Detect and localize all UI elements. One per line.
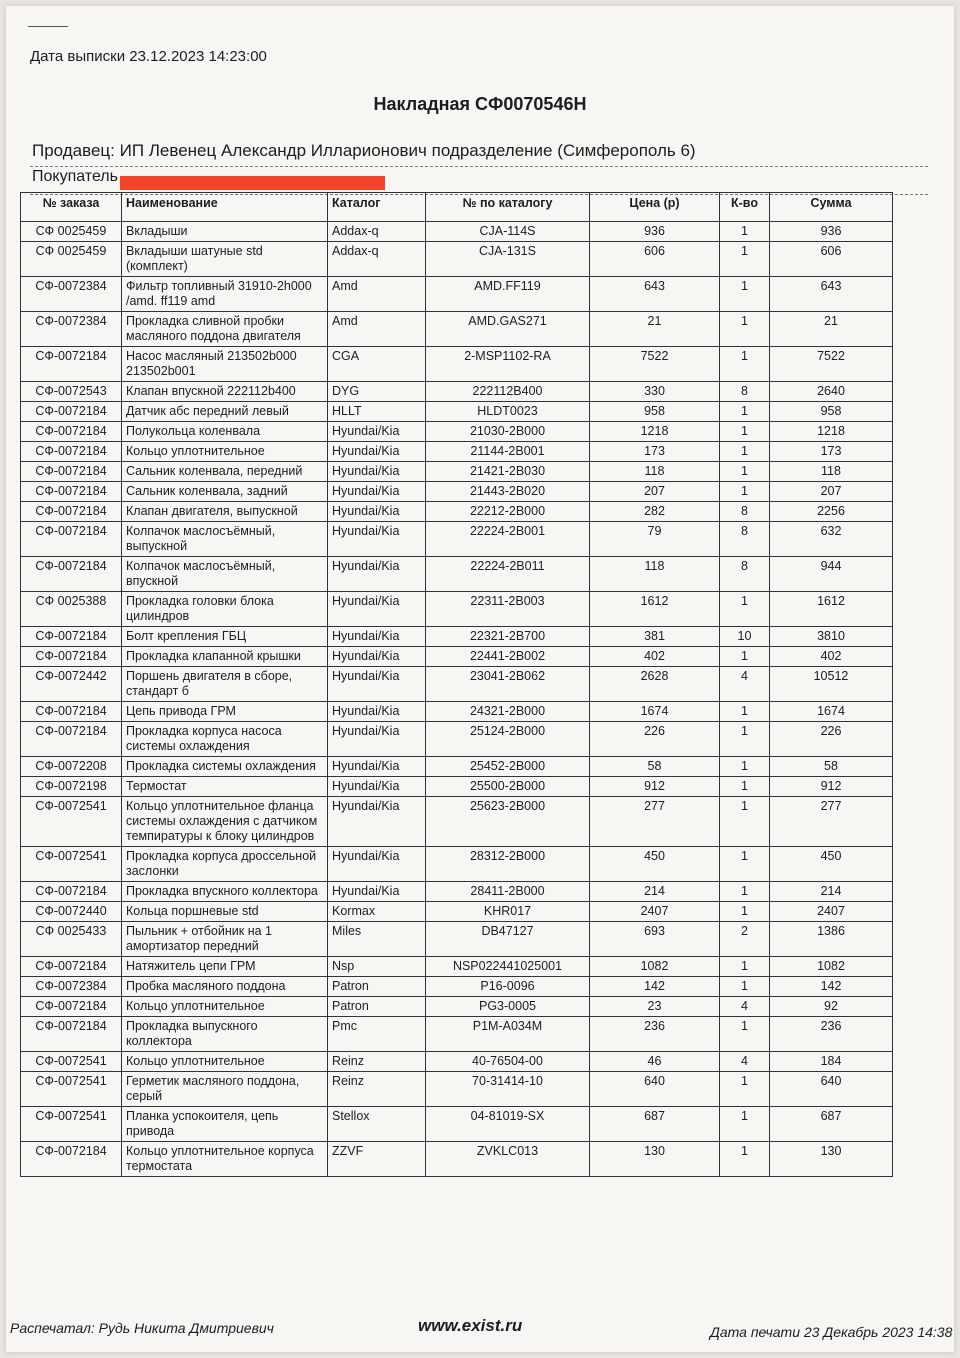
quantity-cell: 1	[720, 957, 770, 977]
sum-cell: 912	[770, 777, 893, 797]
sum-cell: 450	[770, 847, 893, 882]
sum-cell: 1612	[770, 592, 893, 627]
sum-cell: 58	[770, 757, 893, 777]
catalog-cell: CGA	[328, 347, 426, 382]
price-cell: 912	[590, 777, 720, 797]
name-cell: Колпачок маслосъёмный, выпускной	[122, 522, 328, 557]
part-number-cell: 21030-2B000	[426, 422, 590, 442]
price-cell: 236	[590, 1017, 720, 1052]
quantity-cell: 1	[720, 402, 770, 422]
table-row	[21, 422, 893, 442]
table-row	[21, 922, 893, 957]
col-number-header: № по каталогу	[426, 193, 590, 222]
part-number-cell: 222112B400	[426, 382, 590, 402]
catalog-cell: Reinz	[328, 1072, 426, 1107]
name-cell: Пыльник + отбойник на 1 амортизатор передний	[122, 922, 328, 957]
part-number-cell: 22224-2B011	[426, 557, 590, 592]
price-cell: 46	[590, 1052, 720, 1072]
sum-cell: 142	[770, 977, 893, 997]
catalog-cell: Hyundai/Kia	[328, 702, 426, 722]
price-cell: 282	[590, 502, 720, 522]
quantity-cell: 4	[720, 997, 770, 1017]
quantity-cell: 4	[720, 1052, 770, 1072]
name-cell: Кольцо уплотнительное фланца системы охлаждения с датчиком темпиратуры к блоку цилиндров	[122, 797, 328, 847]
part-number-cell: 2-MSP1102-RA	[426, 347, 590, 382]
table-row	[21, 482, 893, 502]
table-row	[21, 402, 893, 422]
issue-date: Дата выписки 23.12.2023 14:23:00	[30, 48, 267, 65]
quantity-cell: 1	[720, 277, 770, 312]
redaction-bar	[120, 176, 385, 190]
part-number-cell: 22321-2B700	[426, 627, 590, 647]
table-row	[21, 557, 893, 592]
sum-cell: 687	[770, 1107, 893, 1142]
part-number-cell: NSP022441025001	[426, 957, 590, 977]
sum-cell: 1674	[770, 702, 893, 722]
part-number-cell: KHR017	[426, 902, 590, 922]
part-number-cell: HLDT0023	[426, 402, 590, 422]
order-cell: СФ-0072184	[21, 482, 122, 502]
website-link[interactable]: www.exist.ru	[418, 1316, 523, 1335]
price-cell: 58	[590, 757, 720, 777]
order-cell: СФ-0072184	[21, 702, 122, 722]
table-row	[21, 997, 893, 1017]
price-cell: 606	[590, 242, 720, 277]
order-cell: СФ-0072184	[21, 522, 122, 557]
quantity-cell: 1	[720, 482, 770, 502]
table-row	[21, 347, 893, 382]
part-number-cell: 25452-2B000	[426, 757, 590, 777]
catalog-cell: Hyundai/Kia	[328, 442, 426, 462]
sum-cell: 632	[770, 522, 893, 557]
order-cell: СФ-0072543	[21, 382, 122, 402]
price-cell: 643	[590, 277, 720, 312]
price-cell: 1082	[590, 957, 720, 977]
price-cell: 2628	[590, 667, 720, 702]
price-cell: 118	[590, 557, 720, 592]
quantity-cell: 1	[720, 777, 770, 797]
price-cell: 381	[590, 627, 720, 647]
sum-cell: 606	[770, 242, 893, 277]
catalog-cell: Addax-q	[328, 222, 426, 242]
price-cell: 402	[590, 647, 720, 667]
name-cell: Сальник коленвала, передний	[122, 462, 328, 482]
sum-cell: 130	[770, 1142, 893, 1177]
name-cell: Прокладка корпуса насоса системы охлаждения	[122, 722, 328, 757]
part-number-cell: ZVKLC013	[426, 1142, 590, 1177]
price-cell: 1218	[590, 422, 720, 442]
part-number-cell: 70-31414-10	[426, 1072, 590, 1107]
name-cell: Натяжитель цепи ГРМ	[122, 957, 328, 977]
table-row	[21, 627, 893, 647]
catalog-cell: Hyundai/Kia	[328, 847, 426, 882]
quantity-cell: 1	[720, 757, 770, 777]
catalog-cell: Hyundai/Kia	[328, 462, 426, 482]
price-cell: 7522	[590, 347, 720, 382]
price-cell: 214	[590, 882, 720, 902]
quantity-cell: 1	[720, 592, 770, 627]
price-cell: 207	[590, 482, 720, 502]
part-number-cell: P16-0096	[426, 977, 590, 997]
order-cell: СФ-0072184	[21, 462, 122, 482]
quantity-cell: 1	[720, 462, 770, 482]
sum-cell: 936	[770, 222, 893, 242]
col-qty-header: К-во	[720, 193, 770, 222]
order-cell: СФ-0072541	[21, 797, 122, 847]
catalog-cell: Nsp	[328, 957, 426, 977]
sum-cell: 214	[770, 882, 893, 902]
catalog-cell: Reinz	[328, 1052, 426, 1072]
quantity-cell: 1	[720, 722, 770, 757]
sum-cell: 226	[770, 722, 893, 757]
sum-cell: 10512	[770, 667, 893, 702]
sum-cell: 207	[770, 482, 893, 502]
price-cell: 21	[590, 312, 720, 347]
name-cell: Датчик абс передний левый	[122, 402, 328, 422]
sum-cell: 277	[770, 797, 893, 847]
catalog-cell: ZZVF	[328, 1142, 426, 1177]
order-cell: СФ 0025459	[21, 222, 122, 242]
table-row	[21, 957, 893, 977]
catalog-cell: Addax-q	[328, 242, 426, 277]
catalog-cell: Hyundai/Kia	[328, 592, 426, 627]
part-number-cell: AMD.FF119	[426, 277, 590, 312]
price-cell: 1612	[590, 592, 720, 627]
quantity-cell: 1	[720, 347, 770, 382]
name-cell: Кольцо уплотнительное	[122, 997, 328, 1017]
catalog-cell: Stellox	[328, 1107, 426, 1142]
name-cell: Кольцо уплотнительное	[122, 1052, 328, 1072]
name-cell: Вкладыши	[122, 222, 328, 242]
name-cell: Кольца поршневые std	[122, 902, 328, 922]
sum-cell: 643	[770, 277, 893, 312]
name-cell: Прокладка клапанной крышки	[122, 647, 328, 667]
price-cell: 118	[590, 462, 720, 482]
price-cell: 226	[590, 722, 720, 757]
part-number-cell: 23041-2B062	[426, 667, 590, 702]
order-cell: СФ-0072184	[21, 957, 122, 977]
order-cell: СФ-0072184	[21, 442, 122, 462]
quantity-cell: 1	[720, 1072, 770, 1107]
order-cell: СФ-0072184	[21, 402, 122, 422]
part-number-cell: 28411-2B000	[426, 882, 590, 902]
quantity-cell: 1	[720, 647, 770, 667]
order-cell: СФ-0072208	[21, 757, 122, 777]
part-number-cell: 40-76504-00	[426, 1052, 590, 1072]
sum-cell: 236	[770, 1017, 893, 1052]
quantity-cell: 2	[720, 922, 770, 957]
quantity-cell: 1	[720, 222, 770, 242]
catalog-cell: Hyundai/Kia	[328, 777, 426, 797]
part-number-cell: 22441-2B002	[426, 647, 590, 667]
sum-cell: 640	[770, 1072, 893, 1107]
name-cell: Прокладка выпускного коллектора	[122, 1017, 328, 1052]
table-row	[21, 442, 893, 462]
quantity-cell: 4	[720, 667, 770, 702]
sum-cell: 184	[770, 1052, 893, 1072]
order-cell: СФ-0072184	[21, 647, 122, 667]
sum-cell: 402	[770, 647, 893, 667]
catalog-cell: Hyundai/Kia	[328, 667, 426, 702]
quantity-cell: 8	[720, 382, 770, 402]
name-cell: Пробка масляного поддона	[122, 977, 328, 997]
quantity-cell: 1	[720, 882, 770, 902]
name-cell: Планка успокоителя, цепь привода	[122, 1107, 328, 1142]
seller-line: Продавец: ИП Левенец Александр Илларионович подразделение (Симферополь 6)	[32, 141, 696, 160]
price-cell: 640	[590, 1072, 720, 1107]
quantity-cell: 8	[720, 502, 770, 522]
quantity-cell: 1	[720, 977, 770, 997]
part-number-cell: AMD.GAS271	[426, 312, 590, 347]
order-cell: СФ 0025433	[21, 922, 122, 957]
part-number-cell: 28312-2B000	[426, 847, 590, 882]
sum-cell: 7522	[770, 347, 893, 382]
name-cell: Клапан двигателя, выпускной	[122, 502, 328, 522]
order-cell: СФ-0072541	[21, 1052, 122, 1072]
quantity-cell: 1	[720, 1142, 770, 1177]
order-cell: СФ-0072184	[21, 422, 122, 442]
quantity-cell: 1	[720, 422, 770, 442]
table-row	[21, 797, 893, 847]
quantity-cell: 1	[720, 312, 770, 347]
table-row	[21, 647, 893, 667]
quantity-cell: 1	[720, 242, 770, 277]
part-number-cell: 24321-2B000	[426, 702, 590, 722]
order-cell: СФ-0072384	[21, 977, 122, 997]
print-date: Дата печати 23 Декабрь 2023 14:38	[710, 1324, 953, 1340]
catalog-cell: Hyundai/Kia	[328, 757, 426, 777]
price-cell: 130	[590, 1142, 720, 1177]
sum-cell: 2256	[770, 502, 893, 522]
name-cell: Сальник коленвала, задний	[122, 482, 328, 502]
table-row	[21, 977, 893, 997]
price-cell: 2407	[590, 902, 720, 922]
table-row	[21, 1017, 893, 1052]
table-row	[21, 502, 893, 522]
sum-cell: 118	[770, 462, 893, 482]
catalog-cell: Kormax	[328, 902, 426, 922]
name-cell: Термостат	[122, 777, 328, 797]
table-row	[21, 702, 893, 722]
invoice-table	[20, 192, 893, 1177]
catalog-cell: DYG	[328, 382, 426, 402]
order-cell: СФ-0072184	[21, 997, 122, 1017]
catalog-cell: Hyundai/Kia	[328, 482, 426, 502]
table-row	[21, 382, 893, 402]
sum-cell: 1082	[770, 957, 893, 977]
col-price-header: Цена (р)	[590, 193, 720, 222]
table-row	[21, 847, 893, 882]
quantity-cell: 8	[720, 522, 770, 557]
quantity-cell: 1	[720, 847, 770, 882]
table-row	[21, 777, 893, 797]
table-row	[21, 902, 893, 922]
name-cell: Прокладка сливной пробки масляного поддона двигателя	[122, 312, 328, 347]
sum-cell: 173	[770, 442, 893, 462]
table-row	[21, 1052, 893, 1072]
price-cell: 1674	[590, 702, 720, 722]
catalog-cell: Patron	[328, 977, 426, 997]
part-number-cell: 21443-2B020	[426, 482, 590, 502]
catalog-cell: Amd	[328, 277, 426, 312]
order-cell: СФ-0072184	[21, 557, 122, 592]
price-cell: 936	[590, 222, 720, 242]
part-number-cell: CJA-131S	[426, 242, 590, 277]
table-row	[21, 522, 893, 557]
name-cell: Колпачок маслосъёмный, впускной	[122, 557, 328, 592]
name-cell: Прокладка впускного коллектора	[122, 882, 328, 902]
invoice-title: Накладная СФ0070546Н	[373, 94, 587, 114]
price-cell: 142	[590, 977, 720, 997]
price-cell: 330	[590, 382, 720, 402]
table-row	[21, 667, 893, 702]
name-cell: Кольцо уплотнительное	[122, 442, 328, 462]
catalog-cell: Hyundai/Kia	[328, 797, 426, 847]
table-row	[21, 277, 893, 312]
part-number-cell: 25500-2B000	[426, 777, 590, 797]
sum-cell: 1386	[770, 922, 893, 957]
order-cell: СФ 0025388	[21, 592, 122, 627]
catalog-cell: Hyundai/Kia	[328, 502, 426, 522]
table-header-row	[21, 193, 893, 222]
sum-cell: 958	[770, 402, 893, 422]
catalog-cell: Patron	[328, 997, 426, 1017]
printed-by: Распечатал: Рудь Никита Дмитриевич	[10, 1320, 274, 1336]
name-cell: Цепь привода ГРМ	[122, 702, 328, 722]
price-cell: 958	[590, 402, 720, 422]
quantity-cell: 1	[720, 797, 770, 847]
quantity-cell: 1	[720, 902, 770, 922]
order-cell: СФ-0072184	[21, 722, 122, 757]
col-catalog-header: Каталог	[328, 193, 426, 222]
price-cell: 450	[590, 847, 720, 882]
table-row	[21, 757, 893, 777]
quantity-cell: 10	[720, 627, 770, 647]
part-number-cell: 25124-2B000	[426, 722, 590, 757]
quantity-cell: 8	[720, 557, 770, 592]
name-cell: Болт крепления ГБЦ	[122, 627, 328, 647]
name-cell: Герметик масляного поддона, серый	[122, 1072, 328, 1107]
order-cell: СФ-0072440	[21, 902, 122, 922]
margin-mark	[28, 26, 68, 27]
name-cell: Прокладка корпуса дроссельной заслонки	[122, 847, 328, 882]
divider	[30, 166, 928, 167]
price-cell: 23	[590, 997, 720, 1017]
catalog-cell: HLLT	[328, 402, 426, 422]
table-row	[21, 1072, 893, 1107]
price-cell: 687	[590, 1107, 720, 1142]
order-cell: СФ-0072184	[21, 1017, 122, 1052]
name-cell: Прокладка головки блока цилиндров	[122, 592, 328, 627]
catalog-cell: Hyundai/Kia	[328, 882, 426, 902]
sum-cell: 3810	[770, 627, 893, 647]
sum-cell: 1218	[770, 422, 893, 442]
name-cell: Клапан впускной 222112b400	[122, 382, 328, 402]
quantity-cell: 1	[720, 702, 770, 722]
quantity-cell: 1	[720, 1107, 770, 1142]
order-cell: СФ-0072198	[21, 777, 122, 797]
part-number-cell: 22212-2B000	[426, 502, 590, 522]
name-cell: Фильтр топливный 31910-2h000 /amd. ff119 amd	[122, 277, 328, 312]
catalog-cell: Hyundai/Kia	[328, 627, 426, 647]
order-cell: СФ-0072541	[21, 847, 122, 882]
part-number-cell: 22224-2B001	[426, 522, 590, 557]
sum-cell: 21	[770, 312, 893, 347]
part-number-cell: P1M-A034M	[426, 1017, 590, 1052]
table-row	[21, 1107, 893, 1142]
catalog-cell: Miles	[328, 922, 426, 957]
part-number-cell: DB47127	[426, 922, 590, 957]
part-number-cell: 04-81019-SX	[426, 1107, 590, 1142]
order-cell: СФ-0072384	[21, 277, 122, 312]
buyer-label: Покупатель	[32, 168, 118, 185]
price-cell: 693	[590, 922, 720, 957]
order-cell: СФ-0072184	[21, 627, 122, 647]
catalog-cell: Hyundai/Kia	[328, 647, 426, 667]
order-cell: СФ-0072184	[21, 347, 122, 382]
catalog-cell: Hyundai/Kia	[328, 557, 426, 592]
name-cell: Прокладка системы охлаждения	[122, 757, 328, 777]
sum-cell: 944	[770, 557, 893, 592]
part-number-cell: CJA-114S	[426, 222, 590, 242]
table-row	[21, 242, 893, 277]
col-sum-header: Сумма	[770, 193, 893, 222]
table-row	[21, 592, 893, 627]
quantity-cell: 1	[720, 442, 770, 462]
order-cell: СФ-0072541	[21, 1072, 122, 1107]
table-row	[21, 462, 893, 482]
part-number-cell: 22311-2B003	[426, 592, 590, 627]
catalog-cell: Hyundai/Kia	[328, 722, 426, 757]
col-order-header: № заказа	[21, 193, 122, 222]
table-row	[21, 722, 893, 757]
price-cell: 173	[590, 442, 720, 462]
name-cell: Вкладыши шатуные std (комплект)	[122, 242, 328, 277]
part-number-cell: PG3-0005	[426, 997, 590, 1017]
name-cell: Поршень двигателя в сборе, стандарт б	[122, 667, 328, 702]
sum-cell: 2407	[770, 902, 893, 922]
table-row	[21, 1142, 893, 1177]
col-name-header: Наименование	[122, 193, 328, 222]
name-cell: Насос масляный 213502b000 213502b001	[122, 347, 328, 382]
catalog-cell: Hyundai/Kia	[328, 422, 426, 442]
order-cell: СФ 0025459	[21, 242, 122, 277]
order-cell: СФ-0072442	[21, 667, 122, 702]
order-cell: СФ-0072541	[21, 1107, 122, 1142]
name-cell: Кольцо уплотнительное корпуса термостата	[122, 1142, 328, 1177]
quantity-cell: 1	[720, 1017, 770, 1052]
catalog-cell: Hyundai/Kia	[328, 522, 426, 557]
order-cell: СФ-0072184	[21, 1142, 122, 1177]
sum-cell: 92	[770, 997, 893, 1017]
catalog-cell: Amd	[328, 312, 426, 347]
table-row	[21, 222, 893, 242]
order-cell: СФ-0072384	[21, 312, 122, 347]
part-number-cell: 21144-2B001	[426, 442, 590, 462]
price-cell: 79	[590, 522, 720, 557]
table-row	[21, 312, 893, 347]
order-cell: СФ-0072184	[21, 502, 122, 522]
part-number-cell: 25623-2B000	[426, 797, 590, 847]
sum-cell: 2640	[770, 382, 893, 402]
order-cell: СФ-0072184	[21, 882, 122, 902]
part-number-cell: 21421-2B030	[426, 462, 590, 482]
price-cell: 277	[590, 797, 720, 847]
name-cell: Полукольца коленвала	[122, 422, 328, 442]
table-row	[21, 882, 893, 902]
catalog-cell: Pmc	[328, 1017, 426, 1052]
